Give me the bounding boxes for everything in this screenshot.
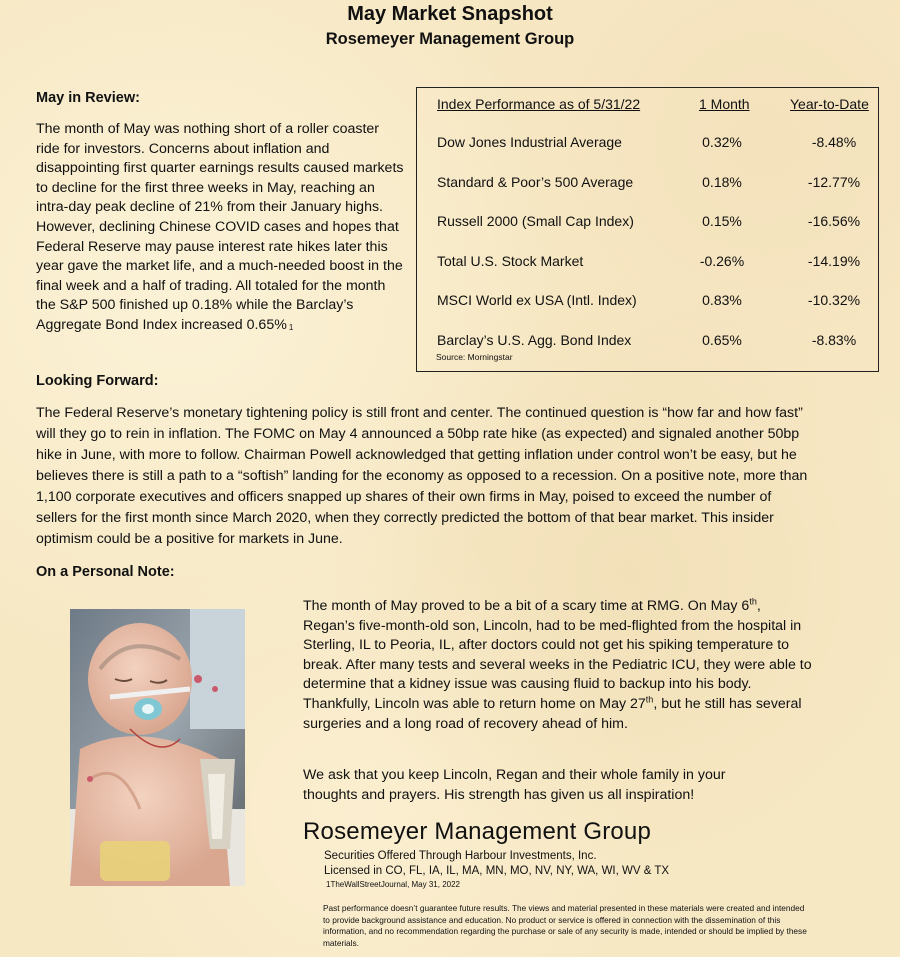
personal-heading: On a Personal Note: — [36, 564, 175, 580]
forward-paragraph: The Federal Reserve’s monetary tightening policy is still front and center. The continued question is “how far and how fast” will they go to rein in inflation. The FOMC on May 4 announced a 50bp rate hike (as expected) and signaled another 50bp hike in June, with more to follow. Chairman Powell acknowledged that getting inflation under control won’t be easy, but he believes there is still a path to a “softish” landing for the economy as opposed to a recession. On a positive note, more than 1,100 corporate executives and officers snapped up shares of their own firms in May, poised to exceed the number of sellers for the first month since March 2020, when they correctly predicted the bottom of that bear market. This insider optimism could be a positive for markets in June. — [36, 405, 808, 547]
review-footnote-marker: 1 — [288, 322, 294, 332]
table-row — [417, 213, 878, 233]
index-ytd: -8.83% — [811, 332, 857, 348]
index-name: Total U.S. Stock Market — [437, 253, 584, 269]
table-header-month: 1 Month — [699, 96, 750, 112]
table-row — [417, 134, 878, 154]
review-text: The month of May was nothing short of a roller coaster ride for investors. Concerns about inflation and disappointing first quarter earnings results caused markets to decline for the first three weeks in May, reaching an intra-day peak decline of 21% from their January highs. However, declining Chinese COVID cases and hopes that Federal Reserve may pause interest rate hikes later this year gave the market life, and a much-needed boost in the final week and a half of trading. All totaled for the month the S&P 500 finished up 0.18% while the Barclay’s Aggregate Bond Index increased 0.65% — [36, 121, 404, 333]
forward-heading: Looking Forward: — [36, 373, 159, 389]
index-name: Barclay’s U.S. Agg. Bond Index — [437, 332, 632, 348]
page-subtitle: Rosemeyer Management Group — [325, 30, 575, 48]
table-source: Source: Morningstar — [436, 352, 513, 362]
index-ytd: -12.77% — [807, 174, 861, 190]
index-name: Standard & Poor’s 500 Average — [437, 174, 634, 190]
index-ytd: -8.48% — [811, 134, 857, 150]
personal-text-part1: The month of May proved to be a bit of a scary time at RMG. On May 6 — [303, 598, 750, 614]
index-name: Dow Jones Industrial Average — [437, 134, 622, 150]
brand-name: Rosemeyer Management Group — [303, 818, 652, 845]
table-row — [417, 292, 878, 312]
index-month: 0.18% — [702, 174, 742, 190]
table-header-ytd: Year-to-Date — [790, 96, 869, 112]
table-header-name: Index Performance as of 5/31/22 — [437, 96, 641, 112]
citation-line: 1TheWallStreetJournal, May 31, 2022 — [326, 880, 460, 889]
personal-text-part3: , but he still has several surgeries and a long road of recovery ahead of him. — [303, 695, 802, 732]
ordinal-suffix: th — [749, 596, 757, 607]
licensed-line: Licensed in CO, FL, IA, IL, MA, MN, MO, NV, NY, WA, WI, WV & TX — [324, 865, 670, 877]
page-title: May Market Snapshot — [347, 3, 553, 25]
index-name: Russell 2000 (Small Cap Index) — [437, 213, 634, 229]
prayer-paragraph: We ask that you keep Lincoln, Regan and their whole family in your thoughts and prayers. His strength has given us all inspiration! — [303, 767, 726, 803]
baby-photo-illustration — [70, 609, 245, 886]
index-month: 0.65% — [702, 332, 742, 348]
review-heading: May in Review: — [36, 90, 140, 106]
securities-line: Securities Offered Through Harbour Investments, Inc. — [324, 850, 597, 862]
disclaimer-text: Past performance doesn’t guarantee future results. The views and material presented in these materials were created and intended to provide background assistance and education. No product or service is offered in connection with the dissemination of this information, and no recommendation regarding the purchase or sale of any security is made, intended or should be implied by these materials. — [323, 903, 807, 948]
index-name: MSCI World ex USA (Intl. Index) — [437, 292, 637, 308]
baby-hospital-photo — [70, 609, 245, 886]
index-ytd: -14.19% — [807, 253, 861, 269]
index-month: -0.26% — [699, 253, 745, 269]
table-row — [417, 332, 878, 352]
index-month: 0.83% — [702, 292, 742, 308]
review-paragraph — [36, 120, 406, 338]
table-row — [417, 174, 878, 194]
index-ytd: -10.32% — [807, 292, 861, 308]
index-performance-table — [416, 87, 879, 372]
table-row — [417, 253, 878, 273]
index-month: 0.15% — [702, 213, 742, 229]
index-ytd: -16.56% — [807, 213, 861, 229]
index-month: 0.32% — [702, 134, 742, 150]
personal-text-part2: , Regan’s five-month-old son, Lincoln, had to be med-flighted from the hospital in Sterling, IL to Peoria, IL, after doctors could not get his spiking temperature to break. After many tests and several weeks in the Pediatric ICU, they were able to determine that a kidney issue was causing fluid to backup into his body. Thankfully, Lincoln was able to return home on May 27 — [303, 598, 812, 712]
personal-paragraph — [303, 597, 813, 734]
ordinal-suffix: th — [645, 694, 654, 705]
